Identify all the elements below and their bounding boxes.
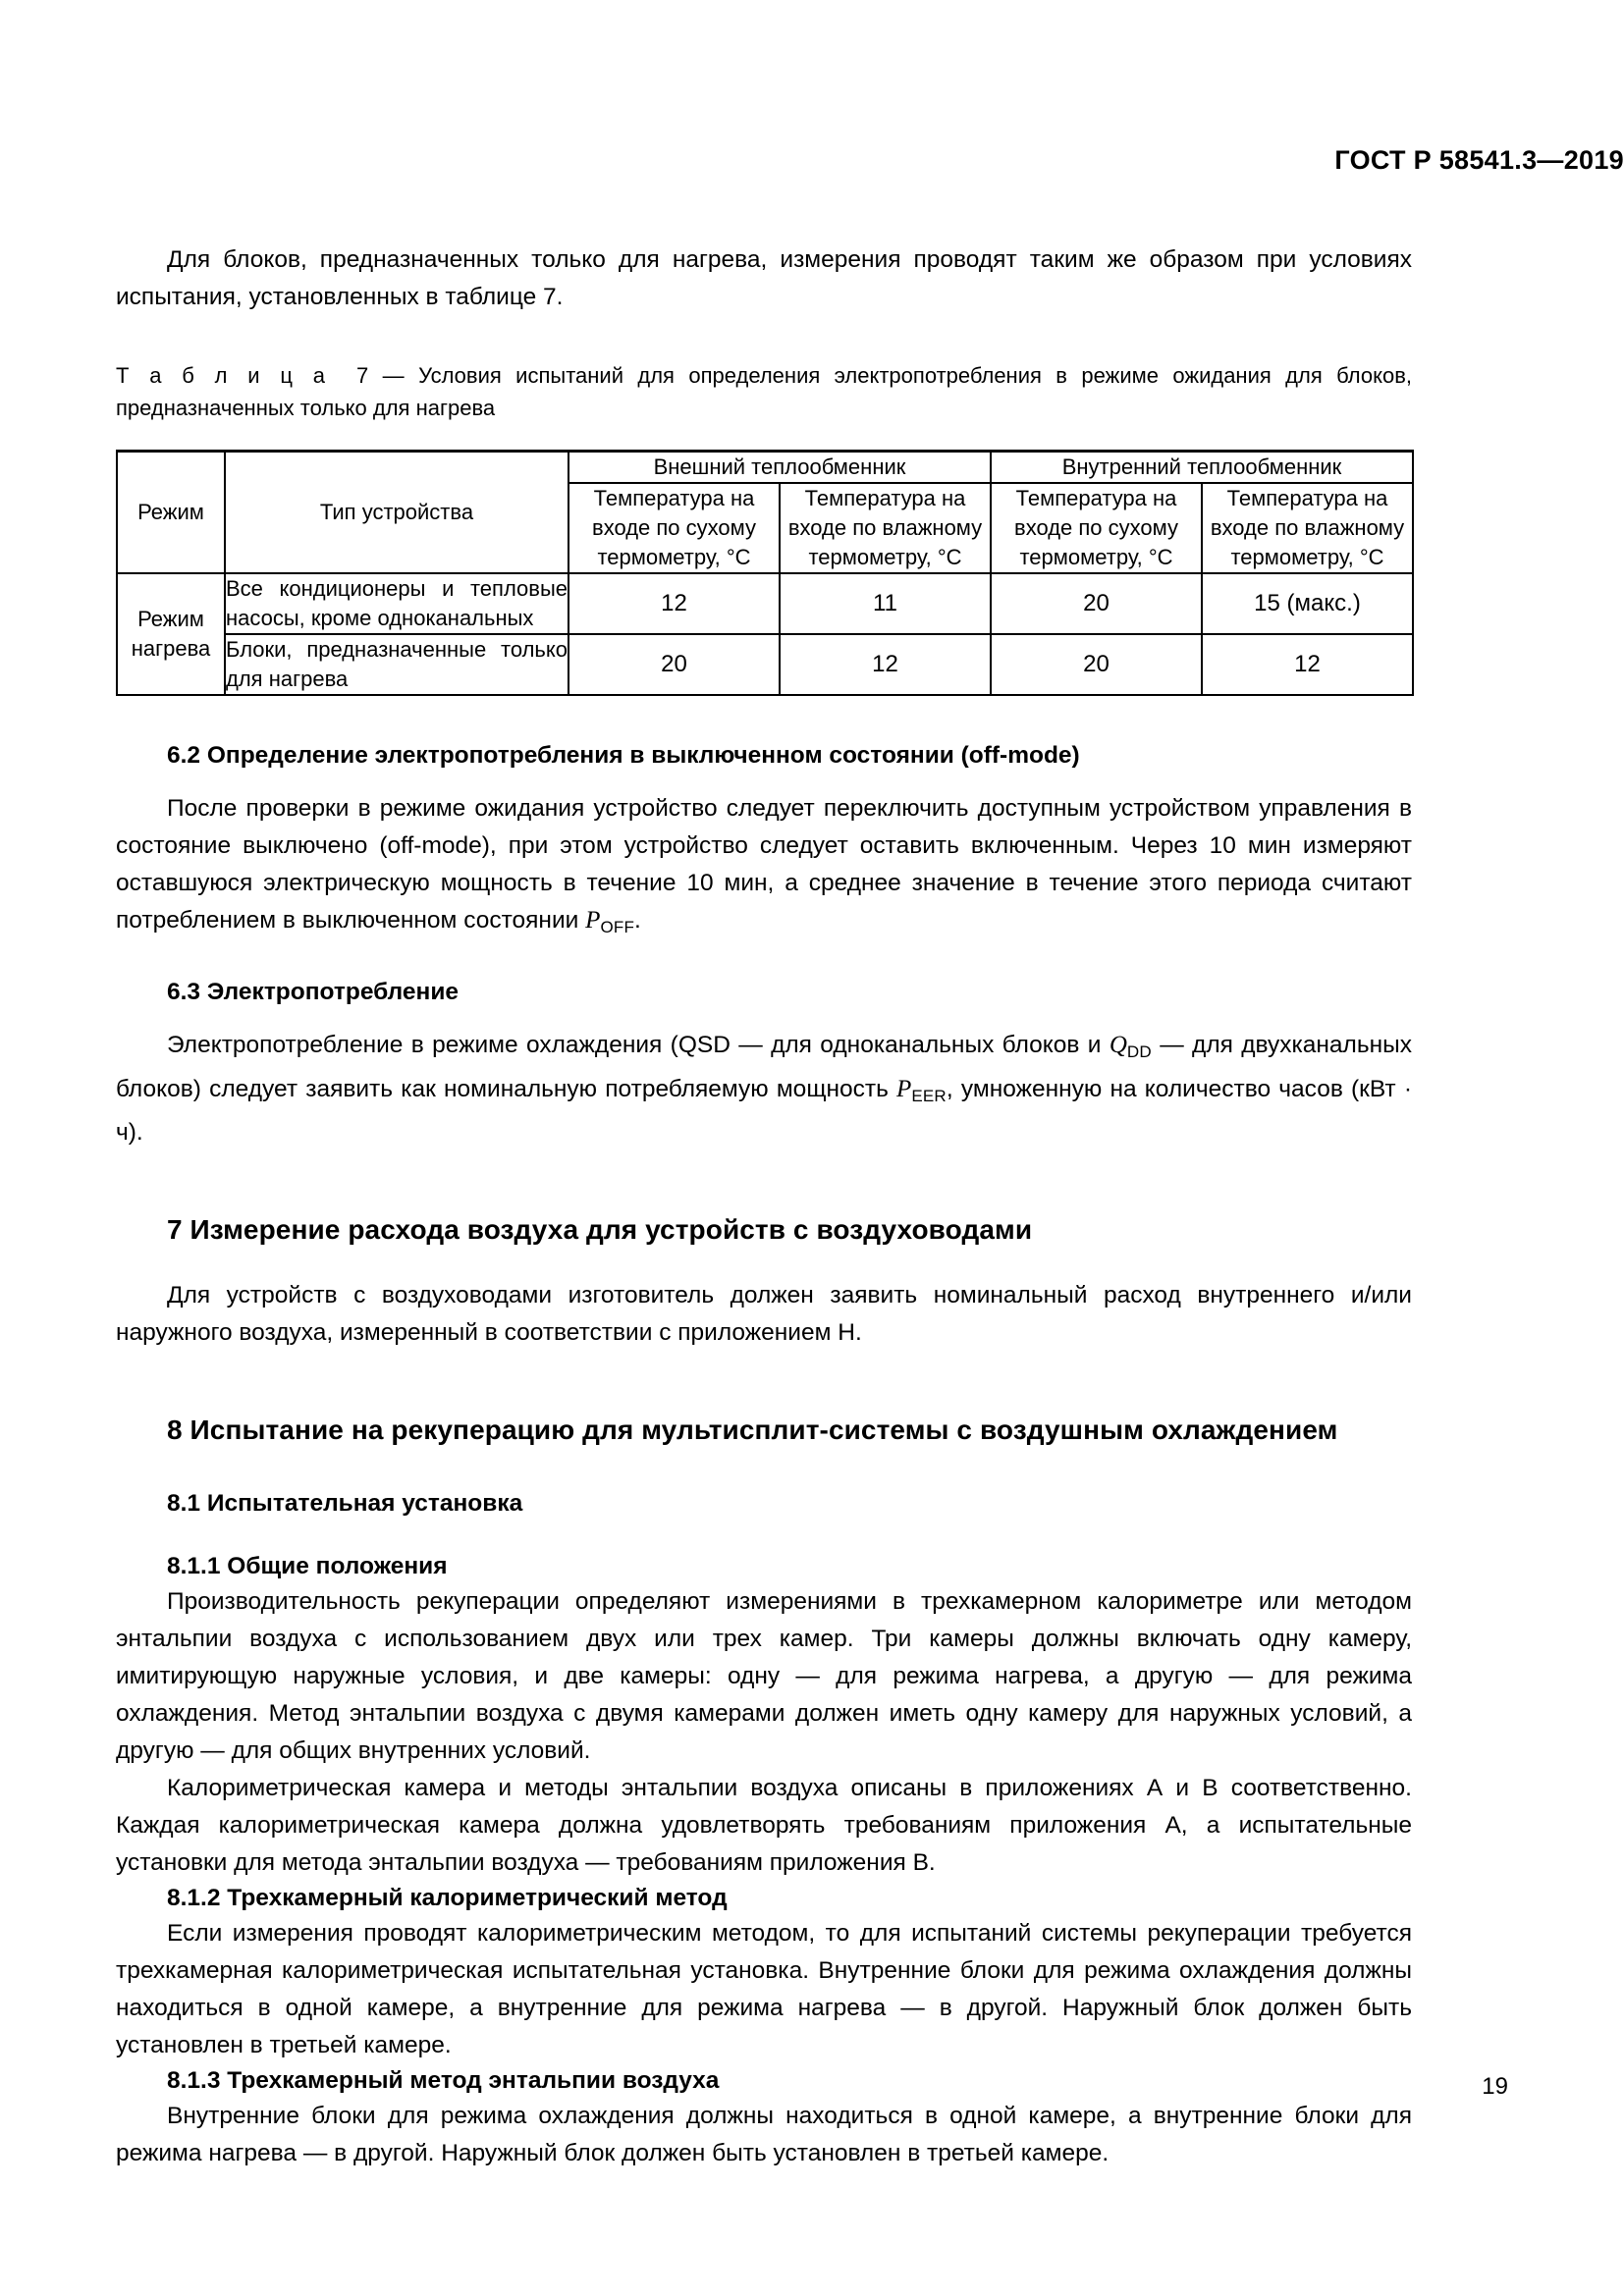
td-inner-dry: 20 (991, 634, 1202, 695)
table-7 (116, 450, 1414, 696)
td-outer-wet: 12 (780, 634, 991, 695)
paragraph-7: Для устройств с воздуховодами изготовитель должен заявить номинальный расход внутреннего и/или наружного воздуха, измеренный в соответствии с приложением Н. (116, 1282, 1412, 1347)
td-mode-heating: Режим нагрева (117, 573, 225, 695)
heading-8-1: 8.1 Испытательная установка (167, 1490, 523, 1518)
th-outer-wet: Температура на входе по влажному термометру, °С (780, 483, 991, 573)
heading-8: 8 Испытание на рекуперацию для мультисплит-системы с воздушным охлаждением (167, 1415, 1338, 1446)
table-caption-number: 7 (356, 363, 369, 388)
heading-8-1-3: 8.1.3 Трехкамерный метод энтальпии воздуха (167, 2067, 720, 2095)
symbol-p-eer-subscript: EER (911, 1086, 947, 1105)
th-outer-exchanger: Внешний теплообменник (568, 452, 991, 484)
paragraph-6-2-tail: . (634, 907, 641, 934)
td-outer-dry: 12 (568, 573, 780, 634)
paragraph-6-3-text-3: , умноженную на количество часов (кВт · ч). (116, 1075, 1412, 1147)
symbol-p-eer-base: P (896, 1075, 912, 1102)
td-inner-wet: 12 (1202, 634, 1413, 695)
paragraph-6-3-text-1: Электропотребление в режиме охлаждения (QSD — для одноканальных блоков и (167, 1031, 1110, 1058)
table-caption-text: Условия испытаний для определения электропотребления в режиме ожидания для блоков, предназначенных только для нагрева (116, 363, 1412, 420)
th-mode: Режим (117, 452, 225, 574)
symbol-q-dd (1109, 1031, 1152, 1061)
heading-7: 7 Измерение расхода воздуха для устройств с воздуховодами (167, 1214, 1033, 1246)
symbol-q-dd-base: Q (1109, 1031, 1127, 1058)
heading-6-2: 6.2 Определение электропотребления в выключенном состоянии (off-mode) (167, 742, 1080, 769)
th-outer-dry: Температура на входе по сухому термометру, °С (568, 483, 780, 573)
td-device-type: Блоки, предназначенные только для нагрева (225, 634, 568, 695)
paragraph-6-3 (116, 1027, 1412, 1152)
td-outer-dry: 20 (568, 634, 780, 695)
table-header-group-row (117, 452, 1413, 484)
table-7-caption (116, 359, 1412, 424)
paragraph-8-1-1-b: Калориметрическая камера и методы энтальпии воздуха описаны в приложениях А и В соответственно. Каждая калориметрическая камера должна удовлетворять требованиям приложения А, а испытательные установки для метода энтальпии воздуха — требованиям приложения В. (116, 1775, 1412, 1877)
heading-6-3: 6.3 Электропотребление (167, 978, 460, 1005)
th-inner-wet: Температура на входе по влажному термометру, °С (1202, 483, 1413, 573)
table-caption-label: Т а б л и ц а (116, 363, 329, 388)
page-footer (116, 2071, 1508, 2101)
symbol-p-off-base: P (585, 907, 601, 934)
th-inner-exchanger: Внутренний теплообменник (991, 452, 1413, 484)
td-inner-dry: 20 (991, 573, 1202, 634)
th-inner-dry: Температура на входе по сухому термометру, °С (991, 483, 1202, 573)
page-content (116, 241, 1412, 2172)
symbol-q-dd-subscript: DD (1126, 1041, 1152, 1061)
table-row (117, 634, 1413, 695)
th-device-type: Тип устройства (225, 452, 568, 574)
page-number: 19 (1482, 2073, 1508, 2100)
paragraph-8-1-1-a: Производительность рекуперации определяют измерениями в трехкамерном калориметре или методом энтальпии воздуха с использованием двух или трех камер. Три камеры должны включать одну камеру, имитирующую наружные условия, и две камеры: одну — для режима нагрева, а другую — для режима охлаждения. Метод энтальпии воздуха с двумя камерами должен иметь одну камеру для наружных условий, а другую — для общих внутренних условий. (116, 1588, 1412, 1765)
table-row (117, 573, 1413, 634)
td-device-type: Все кондиционеры и тепловые насосы, кроме одноканальных (225, 573, 568, 634)
table-7-body (117, 573, 1413, 695)
paragraph-6-3-text-2: — для двухканальных блоков) следует заявить как номинальную потребляемую мощность (116, 1031, 1412, 1102)
paragraph-8-1-3: Внутренние блоки для режима охлаждения должны находиться в одной камере, а внутренние блоки для режима нагрева — в другой. Наружный блок должен быть установлен в третьей камере. (116, 2103, 1412, 2167)
table-caption-dash: — (382, 363, 405, 388)
paragraph-8-1-2: Если измерения проводят калориметрическим методом, то для испытаний системы рекуперации требуется трехкамерная калориметрическая испытательная установка. Внутренние блоки для режима охлаждения должны находиться в одной камере, а внутренние для режима нагрева — в другой. Наружный блок должен быть установлен в третьей камере. (116, 1920, 1412, 2059)
paragraph-6-2 (116, 790, 1412, 946)
paragraph-6-2-text: После проверки в режиме ожидания устройство следует переключить доступным устройством управления в состояние выключено (off-mode), при этом устройство следует оставить включенным. Через 10 мин измеряют оставшуюся электрическую мощность в течение 10 мин, а среднее значение в течение этого периода считают потреблением в выключенном состоянии (116, 795, 1412, 934)
symbol-p-off-subscript: OFF (600, 917, 635, 936)
td-inner-wet: 15 (макс.) (1202, 573, 1413, 634)
heading-8-1-2: 8.1.2 Трехкамерный калориметрический метод (167, 1885, 728, 1912)
symbol-p-eer (896, 1075, 947, 1105)
table-7-head (117, 452, 1413, 574)
heading-8-1-1: 8.1.1 Общие положения (167, 1553, 448, 1580)
td-outer-wet: 11 (780, 573, 991, 634)
document-header-standard-id: ГОСТ Р 58541.3—2019 (1334, 145, 1624, 175)
intro-paragraph: Для блоков, предназначенных только для нагрева, измерения проводят таким же образом при условиях испытания, установленных в таблице 7. (116, 246, 1412, 310)
symbol-p-off (585, 907, 634, 934)
